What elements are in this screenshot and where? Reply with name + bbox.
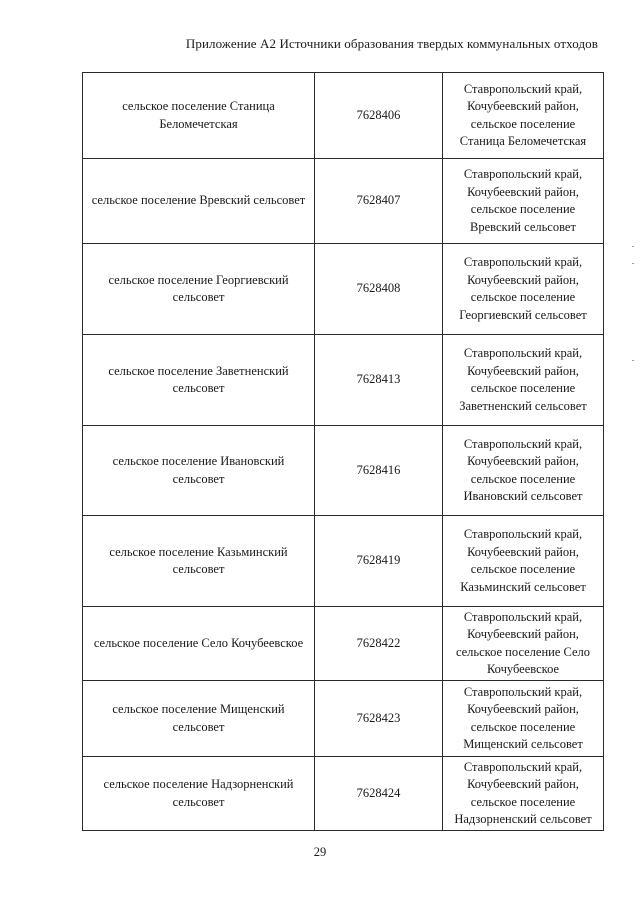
- code-cell: 7628416: [315, 426, 443, 516]
- table-row: [83, 426, 604, 516]
- address-cell: Ставропольский край, Кочубеевский район, сельское поселение Ивановский сельсовет: [443, 426, 604, 516]
- address-cell: Ставропольский край, Кочубеевский район, сельское поселение Надзорненский сельсовет: [443, 757, 604, 831]
- table-row: [83, 159, 604, 244]
- settlement-name-cell: сельское поселение Село Кочубеевское: [83, 607, 315, 681]
- code-cell: 7628407: [315, 159, 443, 244]
- scan-margin-mark: [632, 263, 634, 264]
- address-cell: Ставропольский край, Кочубеевский район, сельское поселение Георгиевский сельсовет: [443, 244, 604, 335]
- code-cell: 7628413: [315, 335, 443, 426]
- address-cell: Ставропольский край, Кочубеевский район, сельское поселение Вревский сельсовет: [443, 159, 604, 244]
- address-cell: Ставропольский край, Кочубеевский район, сельское поселение Мищенский сельсовет: [443, 681, 604, 757]
- page-number: 29: [313, 845, 327, 859]
- address-cell: Ставропольский край, Кочубеевский район, сельское поселение Село Кочубеевское: [443, 607, 604, 681]
- settlement-name-cell: сельское поселение Казьминский сельсовет: [83, 516, 315, 607]
- code-cell: 7628424: [315, 757, 443, 831]
- scan-margin-mark: [632, 360, 634, 361]
- table-row: [83, 244, 604, 335]
- address-cell: Ставропольский край, Кочубеевский район, сельское поселение Заветненский сельсовет: [443, 335, 604, 426]
- address-cell: Ставропольский край, Кочубеевский район, сельское поселение Казьминский сельсовет: [443, 516, 604, 607]
- scan-margin-mark: [632, 246, 634, 247]
- table-row: [83, 73, 604, 159]
- table-row: [83, 516, 604, 607]
- settlements-table: [82, 72, 604, 831]
- settlement-name-cell: сельское поселение Мищенский сельсовет: [83, 681, 315, 757]
- page-header: Приложение А2 Источники образования твердых коммунальных отходов: [185, 36, 598, 51]
- settlement-name-cell: сельское поселение Георгиевский сельсовет: [83, 244, 315, 335]
- table-row: [83, 681, 604, 757]
- code-cell: 7628422: [315, 607, 443, 681]
- code-cell: 7628408: [315, 244, 443, 335]
- table-row: [83, 335, 604, 426]
- table-row: [83, 757, 604, 831]
- code-cell: 7628423: [315, 681, 443, 757]
- settlement-name-cell: сельское поселение Ивановский сельсовет: [83, 426, 315, 516]
- settlement-name-cell: сельское поселение Станица Беломечетская: [83, 73, 315, 159]
- table-row: [83, 607, 604, 681]
- code-cell: 7628406: [315, 73, 443, 159]
- settlement-name-cell: сельское поселение Надзорненский сельсовет: [83, 757, 315, 831]
- settlement-name-cell: сельское поселение Заветненский сельсовет: [83, 335, 315, 426]
- settlement-name-cell: сельское поселение Вревский сельсовет: [83, 159, 315, 244]
- code-cell: 7628419: [315, 516, 443, 607]
- address-cell: Ставропольский край, Кочубеевский район, сельское поселение Станица Беломечетская: [443, 73, 604, 159]
